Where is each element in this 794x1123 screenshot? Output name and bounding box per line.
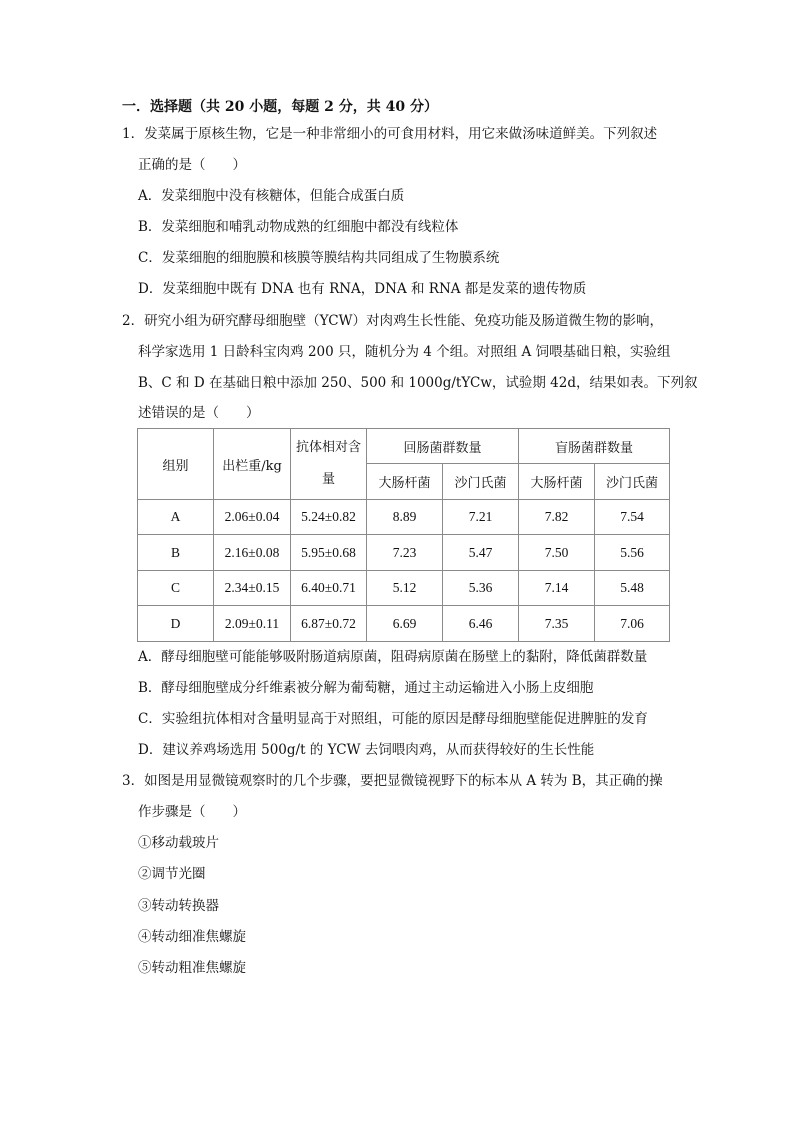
q3-step-4: ④转动细准焦螺旋 [138,929,246,945]
q2-stem-line-2: 科学家选用 1 日龄科宝肉鸡 200 只，随机分为 4 个组。对照组 A 饲喂基础日粮，实验组 [138,344,671,360]
q3-step-2: ②调节光圈 [138,866,206,882]
table-row [138,606,670,642]
table-row [138,571,670,606]
q3-stem-line-1: 3．如图是用显微镜观察时的几个步骤，要把显微镜视野下的标本从 A 转为 B，其正确的操 [122,773,663,789]
q1-stem-line-2: 正确的是（ ） [138,157,246,173]
table-row [138,535,670,571]
cell-ileum-salmonella: 6.46 [443,606,519,642]
cell-ileum-ecoli: 8.89 [367,500,443,535]
q2-option-a: A．酵母细胞壁可能能够吸附肠道病原菌，阻碍病原菌在肠壁上的黏附，降低菌群数量 [138,649,648,665]
cell-cecum-salmonella: 7.06 [595,606,670,642]
q1-option-b: B．发菜细胞和哺乳动物成熟的红细胞中都没有线粒体 [138,219,459,235]
header-ileum-ecoli: 大肠杆菌 [367,464,443,500]
q1-option-a: A．发菜细胞中没有核糖体，但能合成蛋白质 [138,188,405,204]
q3-stem-line-2: 作步骤是（ ） [138,804,246,820]
cell-cecum-ecoli: 7.82 [519,500,595,535]
q2-option-c: C．实验组抗体相对含量明显高于对照组，可能的原因是酵母细胞壁能促进脾脏的发育 [138,711,648,727]
cell-group: A [138,500,214,535]
cell-group: B [138,535,214,571]
cell-cecum-ecoli: 7.35 [519,606,595,642]
header-ileum-salmonella: 沙门氏菌 [443,464,519,500]
cell-antibody: 6.87±0.72 [291,606,367,642]
cell-ileum-ecoli: 5.12 [367,571,443,606]
cell-cecum-salmonella: 5.48 [595,571,670,606]
q1-stem-line-1: 1．发菜属于原核生物，它是一种非常细小的可食用材料，用它来做汤味道鲜美。下列叙述 [122,126,658,142]
header-weight: 出栏重/kg [214,429,291,500]
header-antibody [291,429,367,500]
section-title: 一．选择题（共 20 小题，每题 2 分，共 40 分） [122,99,438,115]
q3-step-1: ①移动载玻片 [138,835,219,851]
cell-weight: 2.09±0.11 [214,606,291,642]
cell-cecum-ecoli: 7.50 [519,535,595,571]
q2-option-b: B．酵母细胞壁成分纤维素被分解为葡萄糖，通过主动运输进入小肠上皮细胞 [138,680,594,696]
cell-ileum-salmonella: 5.47 [443,535,519,571]
cell-antibody: 5.24±0.82 [291,500,367,535]
cell-cecum-salmonella: 5.56 [595,535,670,571]
header-cecum-ecoli: 大肠杆菌 [519,464,595,500]
header-cecum: 盲肠菌群数量 [519,429,670,464]
header-group: 组别 [138,429,214,500]
q3-step-3: ③转动转换器 [138,898,219,914]
q1-option-d: D．发菜细胞中既有 DNA 也有 RNA，DNA 和 RNA 都是发菜的遗传物质 [138,281,587,297]
cell-cecum-ecoli: 7.14 [519,571,595,606]
header-antibody-line-2: 量 [321,472,335,487]
q2-stem-line-1: 2．研究小组为研究酵母细胞壁（YCW）对肉鸡生长性能、免疫功能及肠道微生物的影响， [122,313,663,329]
q1-option-c: C．发菜细胞的细胞膜和核膜等膜结构共同组成了生物膜系统 [138,250,500,266]
q2-stem-line-3: B、C 和 D 在基础日粮中添加 250、500 和 1000g/tYCw，试验期 42d，结果如表。下列叙 [138,375,698,391]
q2-option-d: D．建议养鸡场选用 500g/t 的 YCW 去饲喂肉鸡，从而获得较好的生长性能 [138,742,595,758]
cell-group: D [138,606,214,642]
cell-ileum-ecoli: 7.23 [367,535,443,571]
table-row [138,500,670,535]
cell-weight: 2.06±0.04 [214,500,291,535]
cell-weight: 2.34±0.15 [214,571,291,606]
cell-group: C [138,571,214,606]
cell-ileum-salmonella: 5.36 [443,571,519,606]
header-antibody-line-1: 抗体相对含 [295,440,361,455]
results-table [137,428,670,642]
q3-step-5: ⑤转动粗准焦螺旋 [138,960,246,976]
header-ileum: 回肠菌群数量 [367,429,519,464]
header-cecum-salmonella: 沙门氏菌 [595,464,670,500]
cell-ileum-ecoli: 6.69 [367,606,443,642]
cell-weight: 2.16±0.08 [214,535,291,571]
cell-antibody: 6.40±0.71 [291,571,367,606]
cell-ileum-salmonella: 7.21 [443,500,519,535]
q2-stem-line-4: 述错误的是（ ） [138,405,260,421]
cell-cecum-salmonella: 7.54 [595,500,670,535]
cell-antibody: 5.95±0.68 [291,535,367,571]
